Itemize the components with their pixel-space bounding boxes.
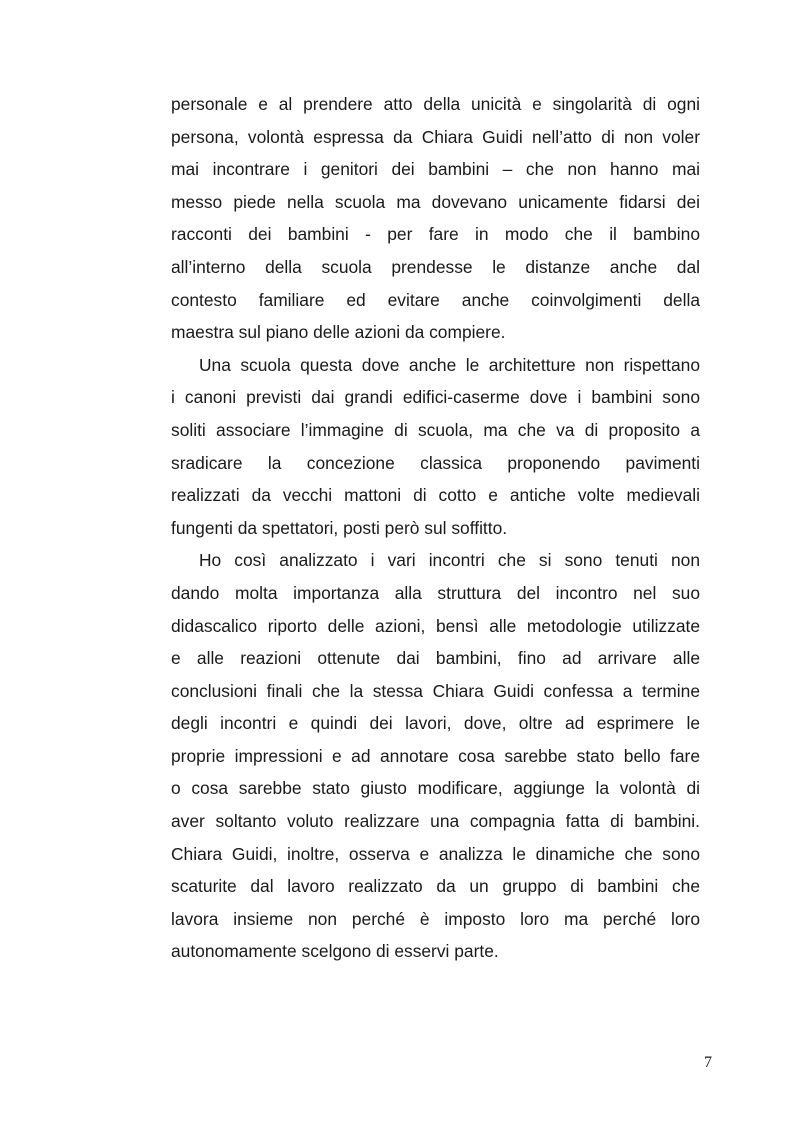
text-line: aver soltanto voluto realizzare una compagnia fatta di bambini. [171,811,700,832]
text-line: fungenti da spettatori, posti però sul soffitto. [171,517,508,538]
text-line: mai incontrare i genitori dei bambini – che non hanno mai [171,159,700,180]
body-text [171,88,700,968]
text-line: sradicare la concezione classica proponendo pavimenti [171,452,700,473]
text-line: soliti associare l’immagine di scuola, ma che va di proposito a [171,419,700,440]
text-line: contesto familiare ed evitare anche coinvolgimenti della [171,289,700,310]
text-line: personale e al prendere atto della unicità e singolarità di ogni [171,94,700,114]
paragraph-3 [171,544,700,968]
paragraph-1 [171,88,700,349]
text-line: lavora insieme non perché è imposto loro ma perché loro [171,908,700,929]
text-line: realizzati da vecchi mattoni di cotto e antiche volte medievali [171,485,700,506]
text-line: o cosa sarebbe stato giusto modificare, aggiunge la volontà di [171,778,700,799]
text-line: persona, volontà espressa da Chiara Guidi nell’atto di non voler [171,126,700,147]
text-line: proprie impressioni e ad annotare cosa sarebbe stato bello fare [171,745,700,766]
text-line: scaturite dal lavoro realizzato da un gruppo di bambini che [171,876,700,897]
text-line: racconti dei bambini - per fare in modo che il bambino [171,224,700,245]
text-line: degli incontri e quindi dei lavori, dove, oltre ad esprimere le [171,713,700,734]
text-line: all’interno della scuola prendesse le distanze anche dal [171,256,700,277]
text-line: Una scuola questa dove anche le architetture non rispettano [199,354,700,375]
page-number: 7 [704,1054,712,1071]
paragraph-2 [171,349,700,545]
text-line: Chiara Guidi, inoltre, osserva e analizza le dinamiche che sono [171,843,700,864]
text-line: messo piede nella scuola ma dovevano unicamente fidarsi dei [171,191,700,212]
text-line: didascalico riporto delle azioni, bensì alle metodologie utilizzate [171,615,700,636]
text-line: maestra sul piano delle azioni da compiere. [171,322,506,343]
text-line: conclusioni finali che la stessa Chiara Guidi confessa a termine [171,680,700,701]
text-line: dando molta importanza alla struttura del incontro nel suo [171,582,700,603]
text-line: e alle reazioni ottenute dai bambini, fino ad arrivare alle [171,648,700,669]
text-line: autonomamente scelgono di esservi parte. [171,941,499,962]
text-line: i canoni previsti dai grandi edifici-caserme dove i bambini sono [171,387,700,408]
text-line: Ho così analizzato i vari incontri che si sono tenuti non [199,550,700,571]
